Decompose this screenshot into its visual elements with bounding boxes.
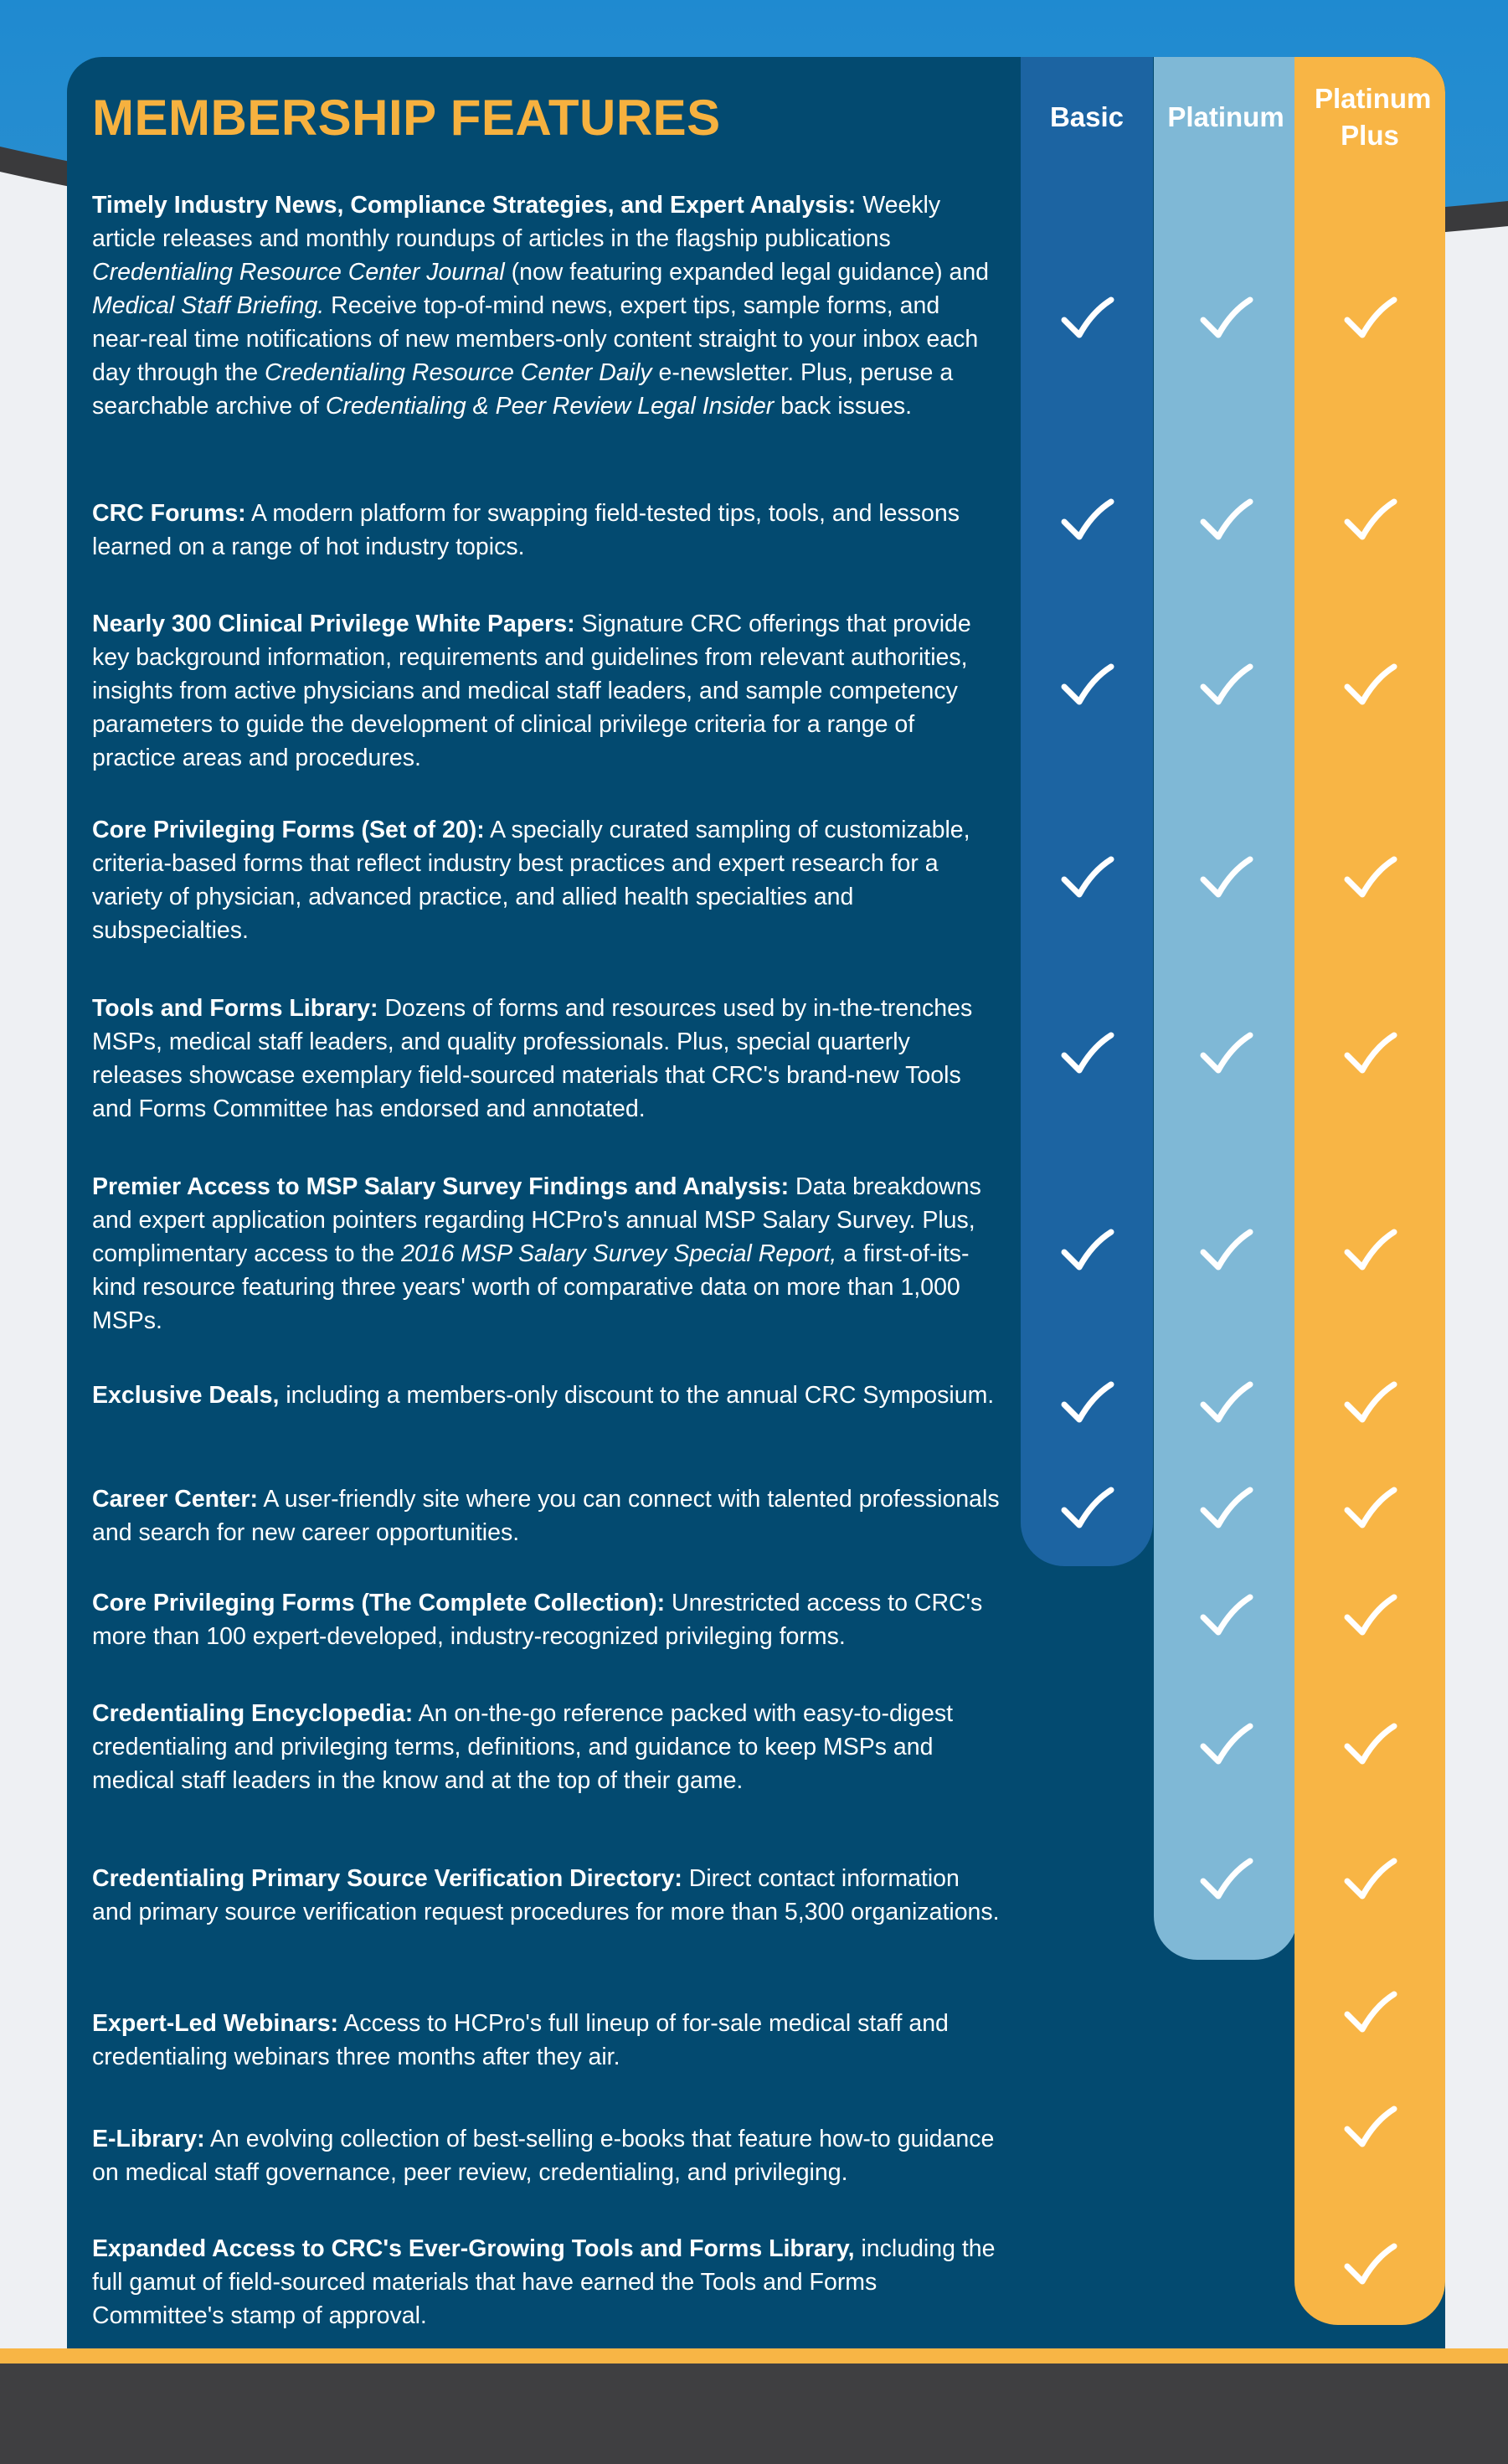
checkmark-icon — [1198, 662, 1253, 709]
checkmark-icon — [1342, 295, 1397, 342]
feature-item — [92, 607, 1001, 775]
feature-description: Weekly article releases and monthly roundups of articles in the flagship publications Credentialing Resource Center Journal (now featuring expanded legal guidance) and Medical Staff Briefing. Receive top-of-mind news, expert tips, sample forms, and near-real time notifications of new members-only content straight to your inbox each day through the Credentialing Resource Center Daily e-newsletter. Plus, peruse a searchable archive of Credentialing & Peer Review Legal Insider back issues. — [92, 192, 990, 420]
checkmark-icon — [1342, 1592, 1397, 1639]
feature-name: Expert-Led Webinars: — [92, 2010, 339, 2037]
feature-item — [92, 1697, 1001, 1797]
feature-description: Dozens of forms and resources used by in-the-trenches MSPs, medical staff leaders, and quality professionals. Plus, special quarterly releases showcase exemplary field-sourced materials that CRC's brand-new Tools and Forms Committee has endorsed and annotated. — [92, 995, 973, 1122]
feature-description: including a members-only discount to the annual CRC Symposium. — [286, 1382, 995, 1409]
feature-name: CRC Forums: — [92, 500, 246, 527]
feature-description: An on-the-go reference packed with easy-to-digest credentialing and privileging terms, definitions, and guidance to keep MSPs and medical staff leaders in the know and at the top of their game. — [92, 1700, 954, 1794]
checkmark-icon — [1342, 662, 1397, 709]
feature-name: Timely Industry News, Compliance Strategies, and Expert Analysis: — [92, 192, 857, 219]
feature-description: A user-friendly site where you can connect with talented professionals and search for new career opportunities. — [92, 1486, 1000, 1546]
feature-name: Credentialing Encyclopedia: — [92, 1700, 414, 1727]
feature-description: including the full gamut of field-sourced materials that have earned the Tools and Forms Committee's stamp of approval. — [92, 2235, 996, 2329]
feature-name: Credentialing Primary Source Verification Directory: — [92, 1865, 682, 1892]
feature-item — [92, 2122, 1001, 2189]
checkmark-icon — [1198, 1030, 1253, 1077]
checkmark-icon — [1198, 1721, 1253, 1768]
checkmark-icon — [1198, 1379, 1253, 1426]
checkmark-icon — [1342, 1227, 1397, 1274]
column-header-basic: Basic — [1049, 101, 1125, 132]
feature-name: Exclusive Deals, — [92, 1382, 280, 1409]
feature-description: Data breakdowns and expert application pointers regarding HCPro's annual MSP Salary Survey. Plus, complimentary access to the 2016 MSP Salary Survey Special Report, a first-of-its-kind resource featuring three years' worth of comparative data on more than 1,000 MSPs. — [92, 1173, 981, 1334]
checkmark-icon — [1198, 1592, 1253, 1639]
basic-column — [1021, 57, 1153, 1566]
feature-item — [92, 1586, 1001, 1653]
checkmark-icon — [1342, 1989, 1397, 2036]
checkmark-icon — [1059, 1227, 1114, 1274]
checkmark-icon — [1059, 1030, 1114, 1077]
feature-item — [92, 1482, 1001, 1549]
checkmark-icon — [1059, 497, 1114, 544]
checkmark-icon — [1198, 497, 1253, 544]
checkmark-icon — [1198, 1485, 1253, 1532]
feature-description: A specially curated sampling of customizable, criteria-based forms that reflect industry best practices and expert research for a variety of physician, advanced practice, and allied health specialties and subspecialties. — [92, 817, 970, 944]
checkmark-icon — [1198, 1227, 1253, 1274]
column-header-platinum: Platinum — [1167, 101, 1284, 132]
feature-name: Tools and Forms Library: — [92, 995, 378, 1022]
checkmark-icon — [1342, 1030, 1397, 1077]
feature-name: Core Privileging Forms (Set of 20): — [92, 817, 485, 843]
feature-description: Unrestricted access to CRC's more than 100 expert-developed, industry-recognized privileging forms. — [92, 1590, 983, 1650]
feature-item — [92, 813, 1001, 947]
platinum-column — [1154, 57, 1298, 1960]
checkmark-icon — [1059, 854, 1114, 901]
feature-item — [92, 2232, 1001, 2333]
feature-description: A modern platform for swapping field-tested tips, tools, and lessons learned on a range of hot industry topics. — [92, 500, 960, 560]
feature-description: Direct contact information and primary source verification request procedures for more than 5,300 organizations. — [92, 1865, 1000, 1925]
footer-accent-bar — [0, 2348, 1508, 2363]
feature-description: Access to HCPro's full lineup of for-sale medical staff and credentialing webinars three months after they air. — [92, 2010, 949, 2070]
feature-name: E-Library: — [92, 2126, 205, 2152]
feature-item — [92, 497, 1001, 564]
feature-item — [92, 1170, 1001, 1338]
checkmark-icon — [1342, 1721, 1397, 1768]
feature-item — [92, 992, 1001, 1126]
membership-features-panel — [67, 57, 1445, 2348]
checkmark-icon — [1342, 497, 1397, 544]
checkmark-icon — [1059, 662, 1114, 709]
checkmark-icon — [1342, 2241, 1397, 2288]
checkmark-icon — [1198, 854, 1253, 901]
checkmark-icon — [1342, 1485, 1397, 1532]
checkmark-icon — [1342, 1856, 1397, 1903]
checkmark-icon — [1059, 295, 1114, 342]
checkmark-icon — [1059, 1379, 1114, 1426]
checkmark-icon — [1342, 854, 1397, 901]
feature-item — [92, 1379, 1001, 1412]
checkmark-icon — [1198, 295, 1253, 342]
checkmark-icon — [1198, 1856, 1253, 1903]
platinum-plus-column — [1294, 57, 1445, 2325]
checkmark-icon — [1342, 2104, 1397, 2151]
checkmark-icon — [1059, 1485, 1114, 1532]
feature-item — [92, 2007, 1001, 2074]
feature-item — [92, 1862, 1001, 1929]
feature-name: Core Privileging Forms (The Complete Collection): — [92, 1590, 666, 1616]
feature-name: Nearly 300 Clinical Privilege White Papers: — [92, 611, 575, 637]
checkmark-icon — [1342, 1379, 1397, 1426]
feature-name: Expanded Access to CRC's Ever-Growing Tools and Forms Library, — [92, 2235, 855, 2262]
feature-description: Signature CRC offerings that provide key background information, requirements and guidelines from relevant authorities, insights from active physicians and medical staff leaders, and sample competency parameters to guide the development of clinical privilege criteria for a range of practice areas and procedures. — [92, 611, 971, 771]
page-title: MEMBERSHIP FEATURES — [92, 90, 721, 146]
feature-name: Career Center: — [92, 1486, 258, 1513]
feature-description: An evolving collection of best-selling e-books that feature how-to guidance on medical staff governance, peer review, credentialing, and privileging. — [92, 2126, 995, 2186]
column-header-platinum-plus: Platinum Plus — [1315, 83, 1432, 151]
footer-bar — [0, 2363, 1508, 2464]
feature-name: Premier Access to MSP Salary Survey Findings and Analysis: — [92, 1173, 790, 1200]
feature-item — [92, 188, 1001, 423]
